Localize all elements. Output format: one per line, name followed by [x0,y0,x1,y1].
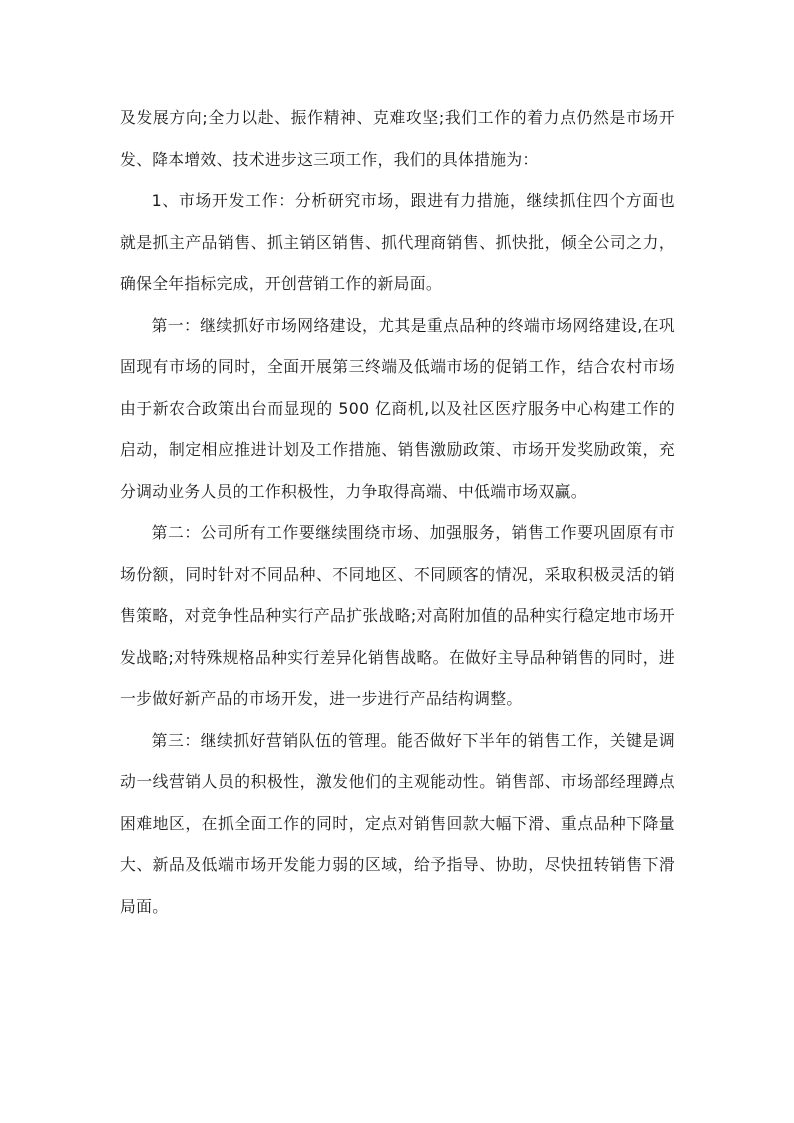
paragraph-continuation: 及发展方向;全力以赴、振作精神、克难攻坚;我们工作的着力点仍然是市场开发、降本增效、技术进步这三项工作，我们的具体措施为： [120,108,675,169]
paragraph-market-development: 1、市场开发工作：分析研究市场，跟进有力措施，继续抓住四个方面也就是抓主产品销售、抓主销区销售、抓代理商销售、抓快批，倾全公司之力，确保全年指标完成，开创营销工作的新局面。 [120,191,675,293]
paragraph-second-measure: 第二：公司所有工作要继续围绕市场、加强服务，销售工作要巩固原有市场份额，同时针对不同品种、不同地区、不同顾客的情况，采取积极灵活的销售策略，对竞争性品种实行产品扩张战略;对高附加值的品种实行稳定地市场开发战略;对特殊规格品种实行差异化销售战略。在做好主导品种销售的同时，进一步做好新产品的市场开发，进一步进行产品结构调整。 [120,523,675,708]
document-body [120,97,675,927]
paragraph-third-measure: 第三：继续抓好营销队伍的管理。能否做好下半年的销售工作，关键是调动一线营销人员的积极性，激发他们的主观能动性。销售部、市场部经理蹲点困难地区，在抓全面工作的同时，定点对销售回款大幅下滑、重点品种下降量大、新品及低端市场开发能力弱的区域，给予指导、协助，尽快扭转销售下滑局面。 [120,730,675,916]
paragraph-first-measure: 第一：继续抓好市场网络建设，尤其是重点品种的终端市场网络建设,在巩固现有市场的同时，全面开展第三终端及低端市场的促销工作，结合农村市场由于新农合政策出台而显现的 500 亿商机,以及社区医疗服务中心构建工作的启动，制定相应推进计划及工作措施、销售激励政策、市场开发奖励政策，充分调动业务人员的工作积极性，力争取得高端、中低端市场双赢。 [120,315,675,501]
